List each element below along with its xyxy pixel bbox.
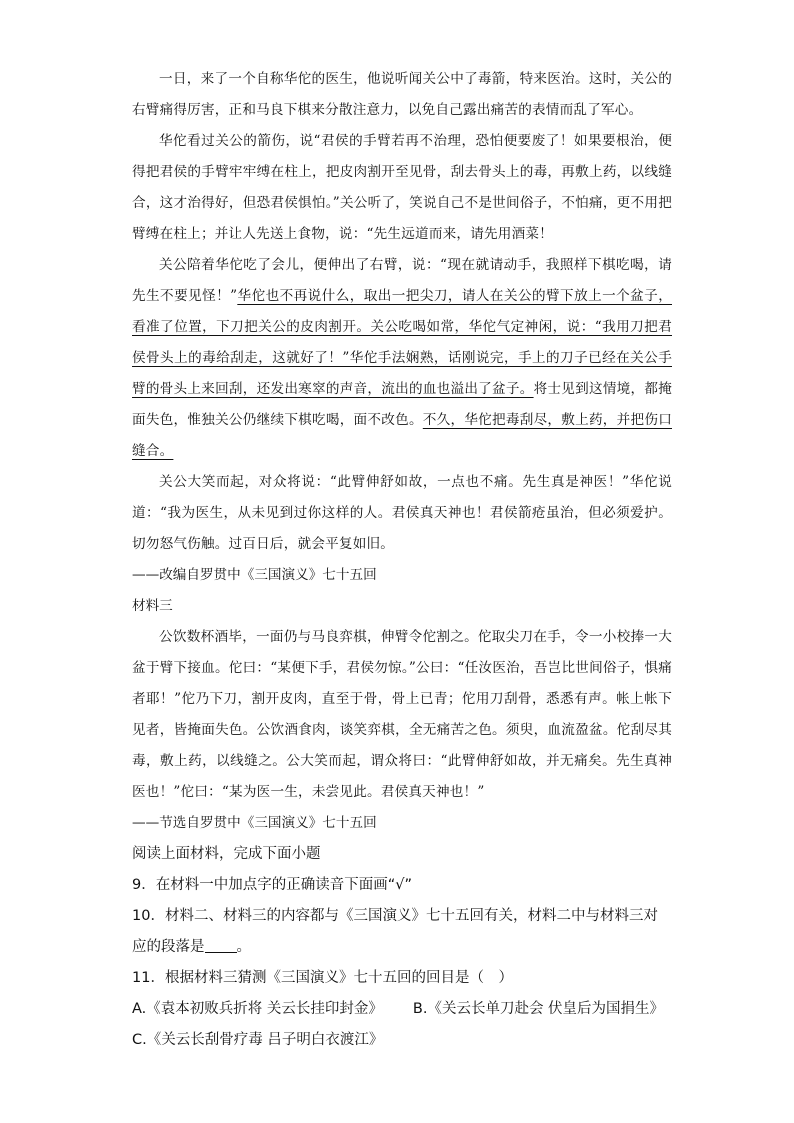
question-10-text: 10．材料二、材料三的内容都与《三国演义》七十五回有关，材料二中与材料三对应的段落是	[132, 908, 658, 955]
document-content	[132, 64, 672, 1056]
material2-p3-underlined-2: 不久，华佗把毒刮尽，敷上药，并把伤口缝合。	[132, 412, 672, 459]
option-a[interactable]: A.《袁本初败兵折将 关云长挂印封金》	[132, 1001, 383, 1017]
question-11-options-row-1	[132, 994, 672, 1025]
question-10-end: 。	[236, 939, 251, 955]
question-11: 11．根据材料三猜测《三国演义》七十五回的回目是（ ）	[132, 970, 513, 986]
material3-source: ——节选自罗贯中《三国演义》七十五回	[132, 815, 377, 831]
material3-paragraph: 公饮数杯酒毕，一面仍与马良弈棋，伸臂令佗割之。佗取尖刀在手，令一小校捧一大盆于臂下接血。佗曰：“某便下手，君侯勿惊。”公曰：“任汝医治，吾岂比世间俗子，惧痛者耶！”佗乃下刀，割开皮肉，直至于骨，骨上已青；佗用刀刮骨，悉悉有声。帐上帐下见者，皆掩面失色。公饮酒食肉，谈笑弈棋，全无痛苦之色。须臾，血流盈盆。佗刮尽其毒，敷上药，以线缝之。公大笑而起，谓众将曰：“此臂伸舒如故，并无痛矣。先生真神医也！”佗曰：“某为医一生，未尝见此。君侯真天神也！”	[132, 629, 672, 800]
question-10	[132, 901, 672, 963]
material2-p3-underlined-1: 华佗也不再说什么，取出一把尖刀，请人在关公的臂下放上一个盆子，看准了位置，下刀把关公的皮肉割开。关公吃喝如常，华佗气定神闲，说：“我用刀把君侯骨头上的毒给刮走，这就好了！”华佗手法娴熟，话刚说完，手上的刀子已经在关公手臂的骨头上来回刮，还发出寒窣的声音，流出的血也溢出了盆子。	[132, 288, 672, 397]
question-9: 9．在材料一中加点字的正确读音下面画“√”	[132, 877, 412, 893]
material2-paragraph-4: 关公大笑而起，对众将说：“此臂伸舒如故，一点也不痛。先生真是神医！”华佗说道：“我为医生，从未见到过你这样的人。君侯真天神也！君侯箭疮虽治，但必须爱护。切勿怒气伤触。过百日后，就会平复如旧。	[132, 474, 672, 552]
question-10-blank[interactable]	[205, 938, 237, 953]
option-b[interactable]: B.《关云长单刀赴会 伏皇后为国捐生》	[412, 1001, 665, 1017]
material2-source: ——改编自罗贯中《三国演义》七十五回	[132, 567, 377, 583]
material2-paragraph-2: 华佗看过关公的箭伤，说“君侯的手臂若再不治理，恐怕便要废了！如果要根治，便得把君侯的手臂牢牢缚在柱上，把皮肉割开至见骨，刮去骨头上的毒，再敷上药，以线缝合，这才治得好，但恐君侯惧怕。”关公听了，笑说自己不是世间俗子，不怕痛，更不用把臂缚在柱上；并让人先送上食物，说：“先生远道而来，请先用酒菜！	[132, 133, 672, 242]
questions-intro: 阅读上面材料，完成下面小题	[132, 846, 321, 862]
question-11-options-row-2	[132, 1025, 672, 1056]
material2-paragraph-3	[132, 250, 672, 467]
material2-paragraph-1: 一日，来了一个自称华佗的医生，他说听闻关公中了毒箭，特来医治。这时，关公的右臂痛得厉害，正和马良下棋来分散注意力，以免自己露出痛苦的表情而乱了军心。	[132, 71, 672, 118]
material2-p3-text-b: 将士见到这情境，都掩面失色，惟独关公仍继续下棋吃喝，面不改色。	[132, 381, 672, 428]
material3-label: 材料三	[132, 598, 173, 614]
option-c[interactable]: C.《关云长刮骨疗毒 吕子明白衣渡江》	[132, 1032, 384, 1048]
material2-p3-text-a: 关公陪着华佗吃了会儿，便伸出了右臂，说：“现在就请动手，我照样下棋吃喝，请先生不要见怪！”	[132, 257, 672, 304]
